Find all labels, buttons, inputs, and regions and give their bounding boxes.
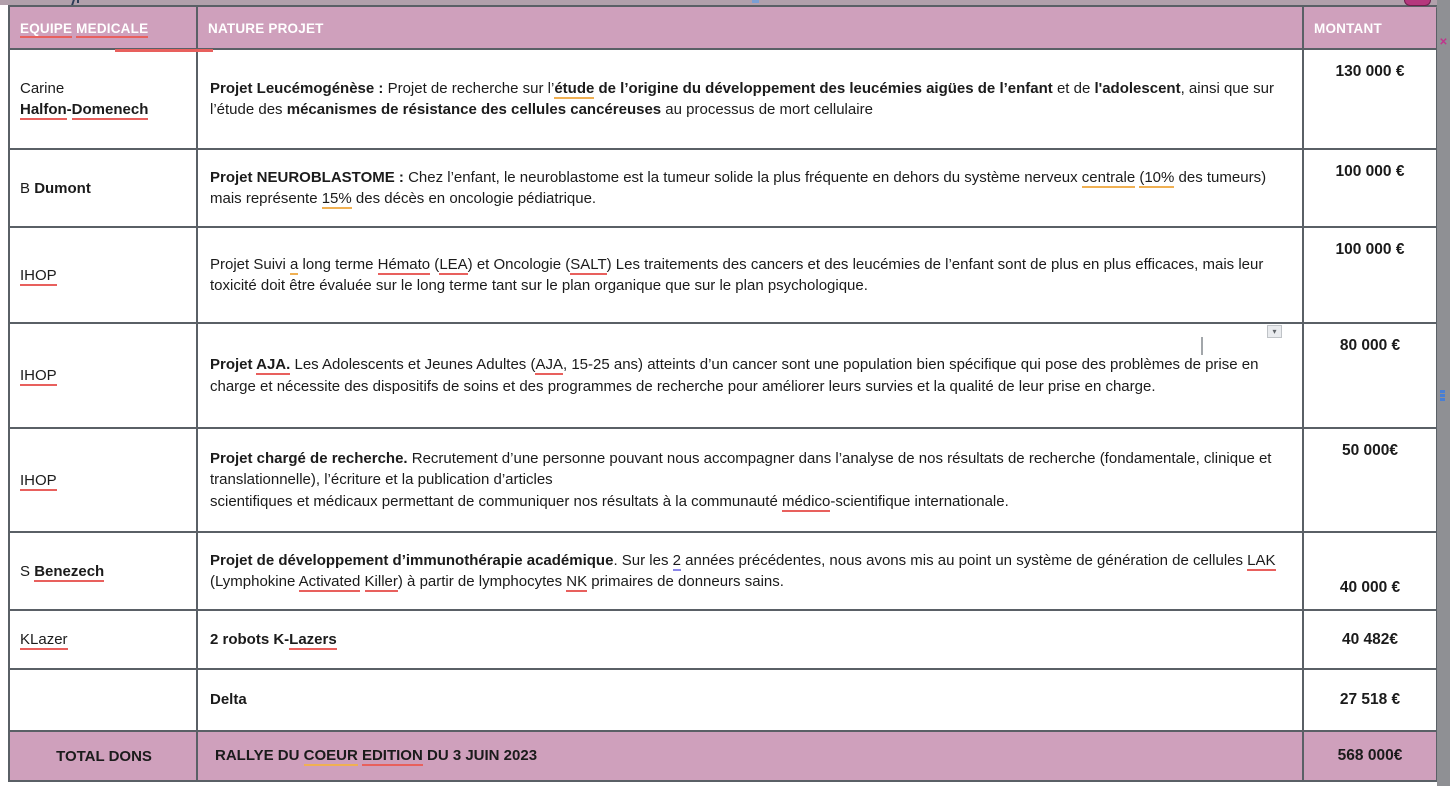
cropped-blue-fragment bbox=[752, 0, 759, 3]
column-header-nature-projet[interactable] bbox=[197, 6, 1303, 49]
text-segment: COEUR bbox=[303, 747, 358, 765]
text-segment: DU 3 JUIN 2023 bbox=[422, 747, 538, 765]
text-segment: a bbox=[290, 255, 299, 273]
cell-dropdown-button[interactable]: ▾ bbox=[1267, 325, 1282, 338]
text-segment: Dumont bbox=[34, 179, 91, 197]
project-cell[interactable] bbox=[197, 49, 1303, 149]
text-segment: Lazers bbox=[289, 630, 337, 648]
text-segment: -scientifique internationale. bbox=[830, 492, 1009, 510]
text-segment: Recrutement d’une personne pouvant nous accompagner dans l’analyse de nos résultats de recherche (fondamentale, clinique et translationnelle), l’écriture et la publication d’articles bbox=[210, 449, 1272, 489]
amount-cell[interactable]: 568 000€ bbox=[1303, 731, 1437, 781]
text-segment: Killer bbox=[364, 573, 398, 590]
text-segment: Projet NEUROBLASTOME : bbox=[210, 168, 409, 186]
amount-cell[interactable]: 27 518 € bbox=[1303, 669, 1437, 731]
scrollbar-track[interactable] bbox=[1437, 0, 1450, 786]
text-segment: AJA. bbox=[256, 356, 291, 373]
text-segment: ) et Oncologie ( bbox=[467, 255, 571, 273]
text-segment: RALLYE DU bbox=[215, 747, 304, 765]
text-segment: Projet de développement d’immunothérapie académique bbox=[210, 551, 614, 569]
text-segment: LEA bbox=[439, 255, 468, 273]
column-header-montant[interactable] bbox=[1303, 6, 1437, 49]
text-segment: médico bbox=[781, 492, 831, 510]
donations-table bbox=[8, 5, 1438, 782]
scrollbar-blue-marker-icon bbox=[1440, 390, 1447, 404]
text-segment: (Lymphokine bbox=[210, 573, 299, 590]
amount-cell[interactable]: 100 000 € bbox=[1303, 227, 1437, 323]
text-segment: des tumeurs) mais représente bbox=[210, 168, 1267, 207]
text-segment: AJA bbox=[535, 356, 563, 373]
project-cell[interactable] bbox=[197, 428, 1303, 532]
text-segment: (10% bbox=[1139, 168, 1175, 186]
amount-cell[interactable]: 40 482€ bbox=[1303, 610, 1437, 669]
total-row bbox=[9, 731, 1437, 781]
text-segment: MEDICALE bbox=[76, 21, 149, 36]
table-header bbox=[9, 6, 1437, 49]
text-segment: ( bbox=[430, 255, 440, 273]
text-segment: Les Adolescents et Jeunes Adultes ( bbox=[290, 356, 536, 373]
text-segment: EQUIPE bbox=[20, 21, 73, 36]
text-segment: l'adolescent bbox=[1094, 79, 1181, 97]
text-segment bbox=[360, 573, 364, 590]
text-cursor bbox=[1201, 337, 1203, 355]
text-segment: des décès en oncologie pédiatrique. bbox=[351, 190, 597, 207]
text-segment: MONTANT bbox=[1314, 21, 1382, 36]
text-segment: ) Les traitements des cancers et des leucémies de l’enfant sont de plus en plus efficaces, mais leur toxicité doit être évaluée sur le long terme tant sur le plan organique que sur le plan psychologique. bbox=[210, 255, 1264, 294]
text-segment: 2 bbox=[672, 551, 681, 569]
text-segment: années précédentes, nous avons mis au point un système de génération de cellules bbox=[680, 551, 1248, 569]
team-cell[interactable] bbox=[9, 532, 197, 610]
text-segment: NATURE PROJET bbox=[208, 21, 324, 36]
text-segment: Delta bbox=[210, 691, 247, 709]
team-cell[interactable] bbox=[9, 731, 197, 781]
amount-cell[interactable]: 50 000€ bbox=[1303, 428, 1437, 532]
table-row bbox=[9, 49, 1437, 149]
table-row bbox=[9, 323, 1437, 428]
scrollbar-marker-icon: ✕ bbox=[1439, 37, 1448, 48]
text-segment: 15% bbox=[321, 190, 352, 207]
amount-cell[interactable]: 130 000 € bbox=[1303, 49, 1437, 149]
project-cell[interactable] bbox=[197, 669, 1303, 731]
text-segment: Hémato bbox=[377, 255, 431, 273]
text-segment: KLazer bbox=[20, 631, 68, 648]
text-segment: NK bbox=[566, 573, 588, 590]
team-cell[interactable] bbox=[9, 149, 197, 227]
text-segment: Domenech bbox=[71, 101, 149, 118]
text-segment: Chez l’enfant, le neuroblastome est la tumeur solide la plus fréquente en dehors du système nerveux bbox=[408, 168, 1082, 186]
text-segment: IHOP bbox=[20, 471, 57, 489]
text-segment: Benezech bbox=[34, 562, 105, 580]
text-segment: et de bbox=[1052, 79, 1095, 97]
text-segment: IHOP bbox=[20, 367, 57, 384]
text-segment: TOTAL DONS bbox=[56, 747, 152, 765]
text-segment: long terme bbox=[298, 255, 378, 273]
column-header-equipe-medicale[interactable] bbox=[9, 6, 197, 49]
text-segment: 2 robots K- bbox=[210, 630, 290, 648]
text-segment: LAK bbox=[1247, 551, 1276, 569]
text-segment: mécanismes de résistance des cellules cancéreuses bbox=[286, 101, 662, 118]
cropped-top-strip bbox=[0, 0, 1450, 5]
text-segment: Projet chargé de recherche. bbox=[210, 449, 408, 467]
text-segment: Projet de recherche sur l’ bbox=[387, 79, 555, 97]
project-cell[interactable] bbox=[197, 323, 1303, 428]
text-segment: EDITION bbox=[361, 747, 423, 765]
amount-cell[interactable]: 80 000 € bbox=[1303, 323, 1437, 428]
project-cell[interactable] bbox=[197, 149, 1303, 227]
text-segment: au processus de mort cellulaire bbox=[661, 101, 873, 118]
team-cell[interactable] bbox=[9, 610, 197, 669]
text-segment: . Sur les bbox=[613, 551, 673, 569]
table-row bbox=[9, 428, 1437, 532]
text-segment: IHOP bbox=[20, 266, 57, 284]
table-body bbox=[9, 49, 1437, 781]
team-cell[interactable] bbox=[9, 428, 197, 532]
text-segment: - bbox=[66, 101, 72, 118]
team-cell[interactable] bbox=[9, 49, 197, 149]
project-cell[interactable] bbox=[197, 227, 1303, 323]
text-segment: centrale bbox=[1081, 168, 1136, 186]
team-cell[interactable] bbox=[9, 227, 197, 323]
project-cell[interactable] bbox=[197, 532, 1303, 610]
table-row bbox=[9, 227, 1437, 323]
amount-cell[interactable]: 100 000 € bbox=[1303, 149, 1437, 227]
text-segment: Activated bbox=[298, 573, 361, 590]
text-segment: scientifiques et médicaux permettant de communiquer nos résultats à la communauté bbox=[210, 492, 782, 510]
header-row bbox=[9, 6, 1437, 49]
table-row bbox=[9, 532, 1437, 610]
project-cell[interactable] bbox=[197, 731, 1303, 781]
text-segment: Halfon bbox=[20, 101, 67, 118]
project-cell[interactable] bbox=[197, 610, 1303, 669]
text-segment: de l’origine du développement des leucémies aigües de l’enfant bbox=[594, 79, 1053, 97]
stray-red-underline-fragment bbox=[115, 49, 213, 52]
text-segment: Projet bbox=[210, 356, 257, 373]
table-row bbox=[9, 669, 1437, 731]
text-segment: Projet Leucémogénèse : bbox=[210, 79, 388, 97]
amount-cell[interactable]: 40 000 € bbox=[1303, 532, 1437, 610]
text-segment: ) à partir de lymphocytes bbox=[397, 573, 567, 590]
text-segment: étude bbox=[554, 79, 595, 97]
text-segment: SALT bbox=[570, 255, 607, 273]
text-segment: Projet Suivi bbox=[210, 255, 291, 273]
text-segment: S bbox=[20, 562, 35, 580]
team-cell[interactable] bbox=[9, 669, 197, 731]
text-segment: B bbox=[20, 179, 35, 197]
text-segment: , ainsi que sur l’étude des bbox=[210, 79, 1274, 118]
text-segment: primaires de donneurs sains. bbox=[587, 573, 784, 590]
cropped-text-fragment bbox=[72, 0, 80, 5]
text-segment: Carine bbox=[20, 80, 65, 97]
table-row bbox=[9, 610, 1437, 669]
cropped-shape-fragment bbox=[1404, 0, 1431, 6]
text-segment: , 15-25 ans) atteints d’un cancer sont une population bien spécifique qui pose des problèmes de prise en charge et nécessite des dispositifs de soins et des programmes de recherche pour améliorer leurs survies et la qualité de leur prise en charge. bbox=[210, 356, 1259, 395]
team-cell[interactable] bbox=[9, 323, 197, 428]
table-row bbox=[9, 149, 1437, 227]
